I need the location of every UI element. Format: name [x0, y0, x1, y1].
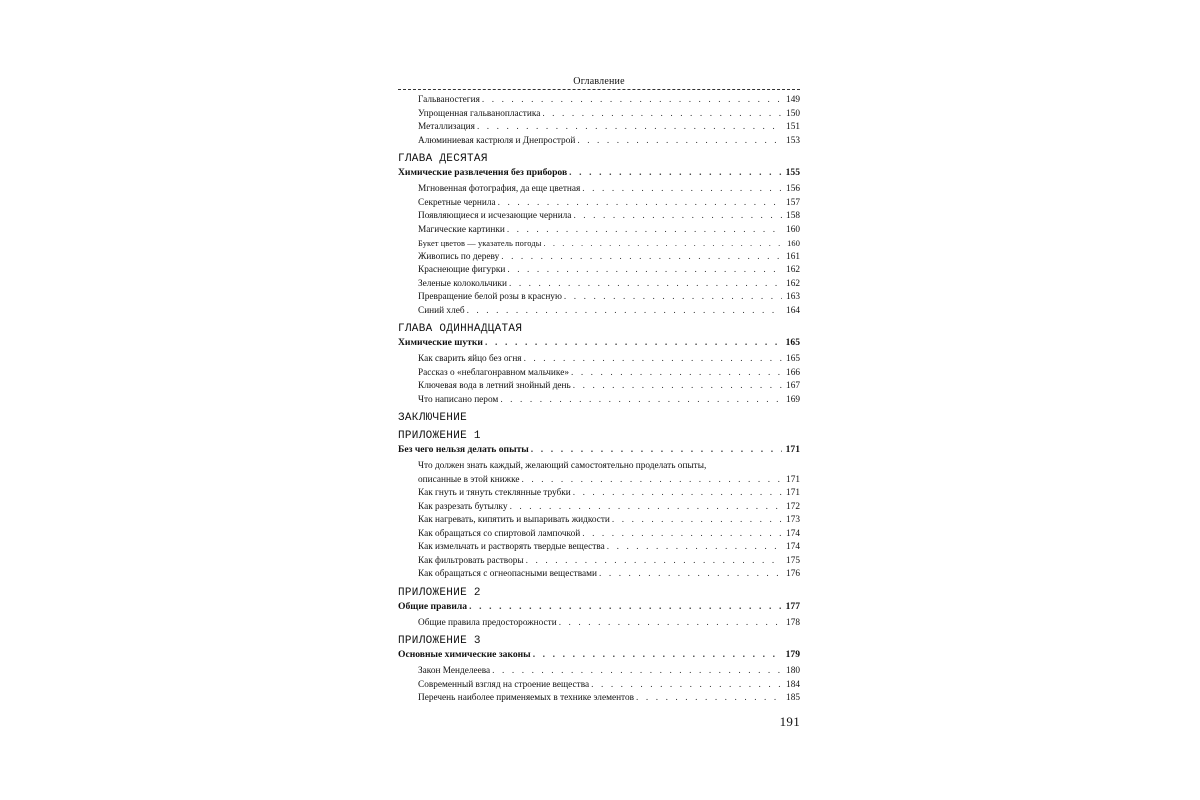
toc-entry: Современный взгляд на строение вещества . . . 184	[398, 679, 800, 693]
toc-entry: Ключевая вода в летний знойный день . . . 167	[398, 380, 800, 394]
toc-entry: Алюминиевая кастрюля и Днепрострой . . . 153	[398, 135, 800, 149]
page-number: 191	[779, 714, 800, 729]
chapter-heading: ПРИЛОЖЕНИЕ 1	[398, 430, 481, 442]
running-head: Оглавление	[573, 76, 625, 87]
toc-entry: Появляющиеся и исчезающие чернила . . . 158	[398, 210, 800, 224]
section-heading: Без чего нельзя делать опыты . . . 171	[398, 443, 800, 457]
toc-entry: Закон Менделеева . . . 180	[398, 665, 800, 679]
toc-entry: Общие правила предосторожности . . . 178	[398, 617, 800, 631]
toc-entry: Краснеющие фигурки . . . 162	[398, 264, 800, 278]
toc-entry: Синий хлеб . . . 164	[398, 305, 800, 319]
toc-entry: описанные в этой книжке . . . 171	[398, 474, 800, 488]
toc-entry: Как измельчать и растворять твердые вещества . . . 174	[398, 541, 800, 555]
toc-entry: Что написано пером . . . 169	[398, 394, 800, 408]
toc-entry: Как фильтровать растворы . . . 175	[398, 555, 800, 569]
chapter-heading: ПРИЛОЖЕНИЕ 3	[398, 635, 481, 647]
toc-entry-line: Что должен знать каждый, желающий самостоятельно проделать опыты,	[418, 461, 707, 471]
chapter-heading: ГЛАВА ОДИННАДЦАТАЯ	[398, 323, 523, 335]
header-rule	[398, 89, 800, 90]
section-heading: Основные химические законы . . . 179	[398, 648, 800, 662]
chapter-heading: ПРИЛОЖЕНИЕ 2	[398, 586, 481, 599]
section-heading: Химические развлечения без приборов . . . 155	[398, 166, 800, 180]
toc-entry: Рассказ о «неблагонравном мальчике» . . . 166	[398, 367, 800, 381]
section-heading: Общие правила . . . 177	[398, 600, 800, 614]
book-page	[398, 76, 800, 729]
chapter-heading: ЗАКЛЮЧЕНИЕ	[398, 412, 468, 424]
section-heading: Химические шутки . . . 165	[398, 336, 800, 350]
toc-entry: Как обращаться с огнеопасными веществами . . . 176	[398, 568, 800, 582]
toc-entry: Секретные чернила . . . 157	[398, 197, 800, 211]
toc-entry: Металлизация . . . 151	[398, 121, 800, 135]
toc-entry: Зеленые колокольчики . . . 162	[398, 278, 800, 292]
toc-entry: Упрощенная гальванопластика . . . 150	[398, 108, 800, 122]
chapter-heading: ГЛАВА ДЕСЯТАЯ	[398, 153, 488, 165]
toc-entry: Живопись по дереву . . . 161	[398, 251, 800, 265]
toc-entry: Как нагревать, кипятить и выпаривать жидкости . . . 173	[398, 514, 800, 528]
table-of-contents	[398, 94, 800, 706]
toc-entry: Как обращаться со спиртовой лампочкой . . . 174	[398, 528, 800, 542]
toc-entry: Мгновенная фотография, да еще цветная . . . 156	[398, 183, 800, 197]
toc-entry: Гальваностегия . . . 149	[398, 94, 800, 108]
toc-entry: Букет цветов — указатель погоды . . . 160	[398, 237, 800, 251]
toc-entry: Как сварить яйцо без огня . . . 165	[398, 353, 800, 367]
toc-entry: Магические картинки . . . 160	[398, 224, 800, 238]
toc-entry: Превращение белой розы в красную . . . 163	[398, 291, 800, 305]
toc-entry: Как разрезать бутылку . . . 172	[398, 501, 800, 515]
toc-entry: Как гнуть и тянуть стеклянные трубки . . . 171	[398, 487, 800, 501]
toc-entry: Перечень наиболее применяемых в технике элементов . . . 185	[398, 692, 800, 706]
